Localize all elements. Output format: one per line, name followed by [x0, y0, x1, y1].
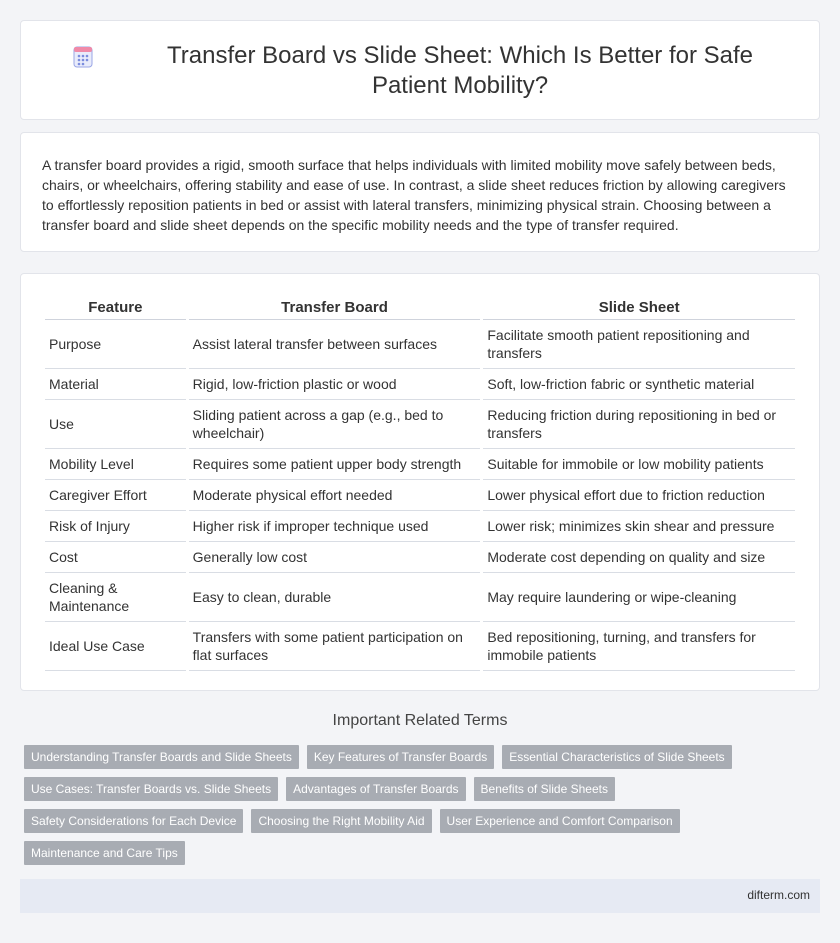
transfer-board-cell: Generally low cost	[189, 542, 481, 573]
site-link[interactable]: difterm.com	[747, 888, 810, 902]
tag-row	[24, 809, 744, 841]
related-term-tag[interactable]: Key Features of Transfer Boards	[307, 745, 494, 769]
feature-cell: Cost	[45, 542, 186, 573]
transfer-board-cell: Rigid, low-friction plastic or wood	[189, 369, 481, 400]
related-terms-list	[24, 745, 744, 873]
tag-row	[24, 745, 744, 777]
table-row	[45, 449, 795, 480]
tag-row	[24, 841, 744, 873]
transfer-board-cell: Moderate physical effort needed	[189, 480, 481, 511]
transfer-board-cell: Easy to clean, durable	[189, 573, 481, 622]
transfer-board-cell: Transfers with some patient participation on flat surfaces	[189, 622, 481, 671]
related-term-tag[interactable]: Benefits of Slide Sheets	[474, 777, 615, 801]
footer	[20, 879, 820, 913]
transfer-board-cell: Assist lateral transfer between surfaces	[189, 320, 481, 369]
intro-paragraph: A transfer board provides a rigid, smooth surface that helps individuals with limited mobility move safely between beds, chairs, or wheelchairs, offering stability and ease of use. In contrast, a slide sheet reduces friction by allowing caregivers to effortlessly reposition patients in bed or assist with lateral transfers, minimizing physical strain. Choosing between a transfer board and slide sheet depends on the specific mobility needs and the type of transfer required.	[42, 157, 786, 233]
feature-cell: Material	[45, 369, 186, 400]
feature-cell: Purpose	[45, 320, 186, 369]
intro-card	[20, 132, 820, 252]
header-feature: Feature	[45, 296, 186, 320]
table-row	[45, 369, 795, 400]
related-term-tag[interactable]: Safety Considerations for Each Device	[24, 809, 243, 833]
feature-cell: Risk of Injury	[45, 511, 186, 542]
slide-sheet-cell: Soft, low-friction fabric or synthetic material	[483, 369, 795, 400]
related-term-tag[interactable]: User Experience and Comfort Comparison	[440, 809, 680, 833]
feature-cell: Caregiver Effort	[45, 480, 186, 511]
slide-sheet-cell: Moderate cost depending on quality and size	[483, 542, 795, 573]
slide-sheet-cell: Reducing friction during repositioning in bed or transfers	[483, 400, 795, 449]
slide-sheet-cell: May require laundering or wipe-cleaning	[483, 573, 795, 622]
table-row	[45, 511, 795, 542]
related-term-tag[interactable]: Maintenance and Care Tips	[24, 841, 185, 865]
header-slide-sheet: Slide Sheet	[483, 296, 795, 320]
table-row	[45, 480, 795, 511]
slide-sheet-cell: Lower risk; minimizes skin shear and pressure	[483, 511, 795, 542]
table-row	[45, 622, 795, 671]
comparison-card	[20, 273, 820, 691]
table-row	[45, 400, 795, 449]
title-card	[20, 20, 820, 120]
transfer-board-cell: Higher risk if improper technique used	[189, 511, 481, 542]
related-terms-heading: Important Related Terms	[332, 712, 508, 729]
page-title: Transfer Board vs Slide Sheet: Which Is Better for Safe Patient Mobility?	[166, 42, 754, 99]
feature-cell: Use	[45, 400, 186, 449]
slide-sheet-cell: Facilitate smooth patient repositioning and transfers	[483, 320, 795, 369]
table-row	[45, 542, 795, 573]
table-row	[45, 320, 795, 369]
slide-sheet-cell: Suitable for immobile or low mobility patients	[483, 449, 795, 480]
related-term-tag[interactable]: Understanding Transfer Boards and Slide Sheets	[24, 745, 299, 769]
comparison-table	[42, 296, 798, 671]
header-transfer-board: Transfer Board	[189, 296, 481, 320]
feature-cell: Cleaning & Maintenance	[45, 573, 186, 622]
table-row	[45, 573, 795, 622]
table-header-row	[45, 296, 795, 320]
slide-sheet-cell: Lower physical effort due to friction reduction	[483, 480, 795, 511]
related-term-tag[interactable]: Choosing the Right Mobility Aid	[251, 809, 431, 833]
slide-sheet-cell: Bed repositioning, turning, and transfers for immobile patients	[483, 622, 795, 671]
tag-row	[24, 777, 744, 809]
related-term-tag[interactable]: Essential Characteristics of Slide Sheets	[502, 745, 731, 769]
related-term-tag[interactable]: Advantages of Transfer Boards	[286, 777, 465, 801]
related-term-tag[interactable]: Use Cases: Transfer Boards vs. Slide Sheets	[24, 777, 278, 801]
feature-cell: Ideal Use Case	[45, 622, 186, 671]
transfer-board-cell: Sliding patient across a gap (e.g., bed to wheelchair)	[189, 400, 481, 449]
transfer-board-cell: Requires some patient upper body strength	[189, 449, 481, 480]
feature-cell: Mobility Level	[45, 449, 186, 480]
